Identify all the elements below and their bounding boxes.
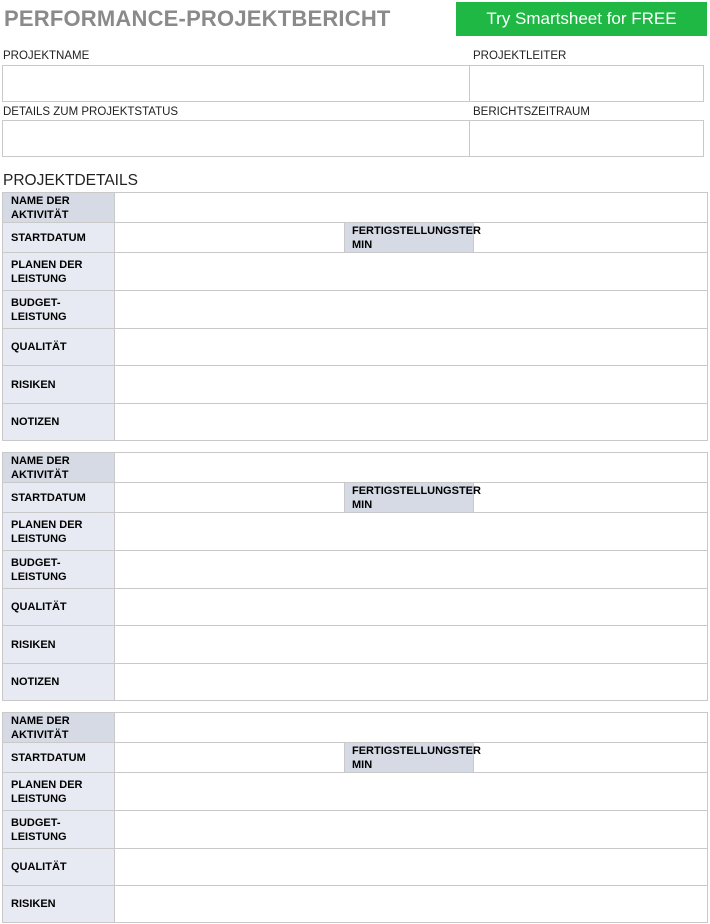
end-date-field[interactable] [474,483,707,512]
budget-row [3,551,707,589]
quality-field[interactable] [115,329,707,365]
berichtszeitraum-field[interactable] [469,120,704,157]
projektleiter-label: PROJEKTLEITER [473,50,567,62]
budget-field[interactable] [115,811,707,848]
end-date-field[interactable] [474,743,707,772]
projektname-label: PROJEKTNAME [3,50,90,62]
projektname-field[interactable] [2,65,470,102]
activity-name-row [3,713,707,743]
activity-block [2,712,708,923]
start-date-row [3,743,707,773]
plan-field[interactable] [115,513,707,550]
budget-label: BUDGET-LEISTUNG [3,811,115,848]
activity-name-field[interactable] [115,453,707,482]
page-title: PERFORMANCE-PROJEKTBERICHT [4,6,391,31]
quality-label: QUALITÄT [3,849,115,885]
activity-name-label: NAME DER AKTIVITÄT [3,193,115,222]
quality-row [3,589,707,626]
quality-label: QUALITÄT [3,589,115,625]
notes-row [3,664,707,701]
budget-label: BUDGET-LEISTUNG [3,551,115,588]
notes-field[interactable] [115,404,707,440]
start-date-label: STARTDATUM [3,483,115,512]
quality-row [3,849,707,886]
start-date-row [3,223,707,253]
details-status-label: DETAILS ZUM PROJEKTSTATUS [3,106,179,118]
end-date-label: FERTIGSTELLUNGSTER MIN [344,483,474,512]
activity-name-row [3,193,707,223]
plan-row [3,773,707,811]
risks-label: RISIKEN [3,626,115,663]
quality-label: QUALITÄT [3,329,115,365]
plan-row [3,513,707,551]
risks-label: RISIKEN [3,366,115,403]
plan-label: PLANEN DER LEISTUNG [3,773,115,810]
quality-field[interactable] [115,849,707,885]
start-date-row [3,483,707,513]
activity-name-field[interactable] [115,193,707,222]
risks-field[interactable] [115,626,707,663]
quality-row [3,329,707,366]
risks-row [3,886,707,923]
plan-field[interactable] [115,253,707,290]
try-smartsheet-button[interactable]: Try Smartsheet for FREE [456,2,707,36]
notes-label: NOTIZEN [3,664,115,700]
start-date-label: STARTDATUM [3,223,115,252]
activity-block [2,452,708,701]
activity-name-field[interactable] [115,713,707,742]
activity-name-row [3,453,707,483]
risks-row [3,626,707,664]
activity-block [2,192,708,441]
notes-row [3,404,707,441]
plan-label: PLANEN DER LEISTUNG [3,513,115,550]
end-date-label: FERTIGSTELLUNGSTER MIN [344,743,474,772]
plan-field[interactable] [115,773,707,810]
quality-field[interactable] [115,589,707,625]
details-status-field[interactable] [2,120,470,157]
activity-name-label: NAME DER AKTIVITÄT [3,713,115,742]
budget-field[interactable] [115,291,707,328]
berichtszeitraum-label: BERICHTSZEITRAUM [473,106,590,118]
risks-field[interactable] [115,886,707,922]
budget-row [3,291,707,329]
start-date-label: STARTDATUM [3,743,115,772]
budget-label: BUDGET-LEISTUNG [3,291,115,328]
budget-row [3,811,707,849]
plan-label: PLANEN DER LEISTUNG [3,253,115,290]
plan-row [3,253,707,291]
end-date-field[interactable] [474,223,707,252]
notes-field[interactable] [115,664,707,700]
notes-label: NOTIZEN [3,404,115,440]
risks-field[interactable] [115,366,707,403]
activity-name-label: NAME DER AKTIVITÄT [3,453,115,482]
risks-label: RISIKEN [3,886,115,922]
risks-row [3,366,707,404]
budget-field[interactable] [115,551,707,588]
section-title: PROJEKTDETAILS [3,172,138,189]
projektleiter-field[interactable] [469,65,704,102]
end-date-label: FERTIGSTELLUNGSTER MIN [344,223,474,252]
